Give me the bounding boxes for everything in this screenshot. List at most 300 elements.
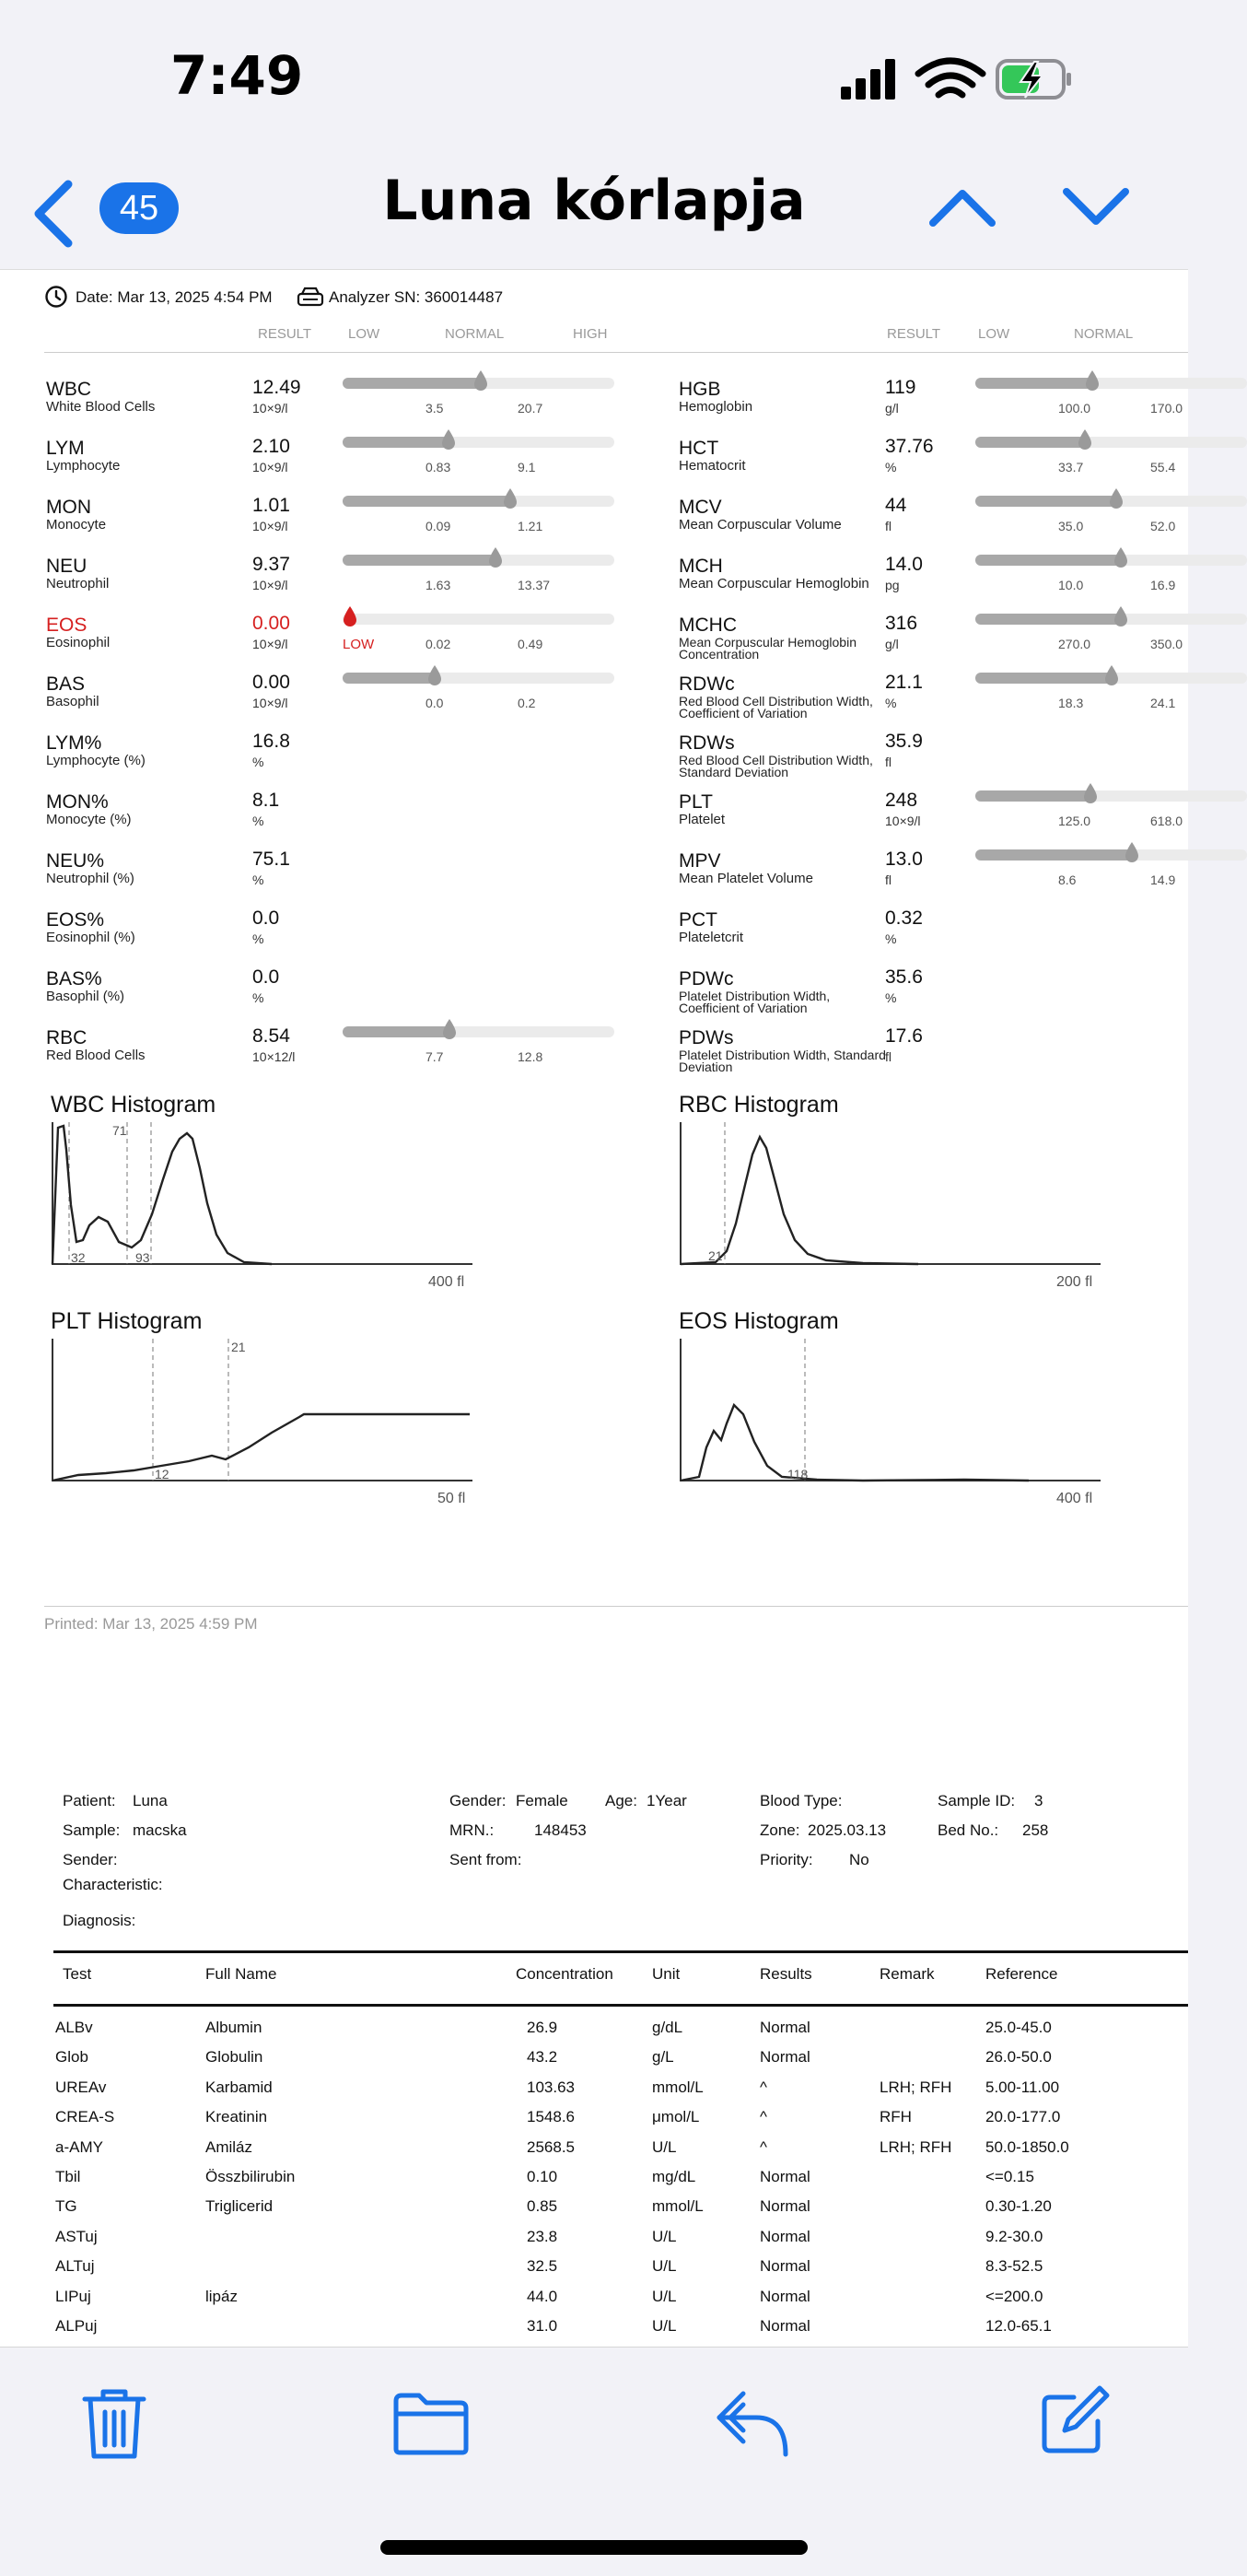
table-cell-reference: 9.2-30.0 (985, 2227, 1043, 2245)
param-code-rdws: RDWs (679, 732, 735, 754)
blood-type-label: Blood Type: (760, 1792, 843, 1809)
divider (44, 1606, 1188, 1607)
range-marker-hgb (1084, 369, 1101, 396)
col-header-result-right: RESULT (887, 326, 941, 342)
table-cell-remark: RFH (880, 2108, 912, 2126)
param-code-pct: PCT (679, 909, 717, 931)
range-high-mon: 1.21 (518, 519, 543, 533)
plt-histogram-title: PLT Histogram (51, 1308, 203, 1334)
param-value-bas-pct: 0.0 (252, 966, 280, 988)
range-bar-fill (975, 614, 1121, 625)
message-count-badge[interactable]: 45 (99, 182, 179, 234)
table-cell-full-name: Globulin (205, 2048, 263, 2067)
param-name-mpv: Mean Platelet Volume (679, 871, 813, 886)
param-name-pdws: Platelet Distribution Width, Standard Deviation (679, 1048, 886, 1074)
table-cell-reference: <=0.15 (985, 2168, 1034, 2185)
range-bar-hgb (975, 378, 1247, 389)
table-cell-unit: U/L (652, 2137, 677, 2156)
param-name-mon: Monocyte (46, 517, 107, 533)
range-low-hgb: 100.0 (1058, 401, 1091, 416)
table-cell-unit: U/L (652, 2227, 677, 2245)
range-low-plt: 125.0 (1058, 814, 1091, 828)
param-name-rbc: Red Blood Cells (46, 1048, 146, 1063)
analyzer-sn: Analyzer SN: 360014487 (329, 288, 504, 306)
param-name-wbc: White Blood Cells (46, 399, 156, 415)
table-cell-results: Normal (760, 2168, 810, 2185)
zone-label: Zone: (760, 1821, 800, 1839)
range-low-rbc: 7.7 (425, 1049, 444, 1064)
param-value-rdws: 35.9 (885, 731, 923, 752)
compose-button[interactable] (1037, 2383, 1111, 2461)
move-to-folder-button[interactable] (391, 2390, 471, 2461)
range-high-wbc: 20.7 (518, 401, 543, 416)
param-value-rbc: 8.54 (252, 1025, 290, 1047)
sender-label: Sender: (63, 1851, 118, 1868)
table-cell-test: LIPuj (55, 2287, 91, 2305)
param-name-hct: Hematocrit (679, 458, 746, 474)
table-header-test: Test (63, 1965, 92, 1983)
param-code-rdwc: RDWc (679, 673, 735, 695)
range-marker-drop-icon (1108, 487, 1125, 509)
range-marker-wbc (472, 369, 489, 396)
table-header-rule (53, 2004, 1188, 2007)
range-high-bas: 0.2 (518, 696, 536, 710)
table-cell-results: Normal (760, 2287, 810, 2305)
param-unit-mon: 10×9/l (252, 519, 288, 533)
range-bar-lym (343, 437, 614, 448)
param-name-neu: Neutrophil (46, 576, 110, 591)
param-unit-wbc: 10×9/l (252, 401, 288, 416)
table-cell-unit: U/L (652, 2287, 677, 2305)
sample-value: macska (133, 1821, 187, 1839)
table-row (0, 2252, 1188, 2281)
col-header-normal-right: NORMAL (1074, 326, 1134, 342)
table-cell-concentration: 103.63 (527, 2078, 575, 2096)
range-marker-drop-icon (1124, 841, 1140, 863)
folder-icon (391, 2390, 471, 2456)
param-value-wbc: 12.49 (252, 377, 301, 398)
param-value-neu: 9.37 (252, 554, 290, 575)
rbc-marker-1: 21 (708, 1248, 723, 1263)
param-value-mchc: 316 (885, 613, 918, 634)
bed-value: 258 (1022, 1821, 1049, 1839)
range-bar-fill (343, 496, 510, 507)
divider (44, 352, 1188, 353)
param-value-hgb: 119 (885, 377, 916, 398)
range-marker-bas (426, 664, 443, 691)
param-value-mcv: 44 (885, 495, 907, 516)
table-cell-test: Glob (55, 2048, 88, 2067)
param-unit-pdwc: % (885, 990, 897, 1005)
chevron-up-icon (926, 184, 999, 230)
diagnosis-label: Diagnosis: (63, 1912, 136, 1929)
table-cell-reference: 0.30-1.20 (985, 2197, 1052, 2216)
range-marker-mch (1113, 546, 1129, 573)
previous-message-button[interactable] (926, 184, 999, 235)
range-marker-drop-icon (440, 428, 457, 451)
patient-label: Patient: (63, 1792, 116, 1809)
param-name-eos: Eosinophil (46, 635, 111, 650)
param-value-eos: 0.00 (252, 613, 290, 634)
table-cell-results: Normal (760, 2227, 810, 2245)
range-bar-fill (975, 849, 1132, 861)
table-cell-reference: <=200.0 (985, 2287, 1043, 2305)
plt-marker-1: 12 (155, 1467, 169, 1481)
wbc-histogram-curve (52, 1126, 272, 1264)
range-high-mcv: 52.0 (1150, 519, 1176, 533)
param-value-plt: 248 (885, 790, 918, 811)
table-cell-results: Normal (760, 2317, 810, 2335)
sample-id-label: Sample ID: (938, 1792, 1016, 1809)
range-marker-drop-icon (1103, 664, 1120, 686)
param-code-bas: BAS (46, 673, 86, 695)
table-cell-remark: LRH; RFH (880, 2078, 952, 2096)
param-code-rbc: RBC (46, 1027, 87, 1048)
table-cell-test: ALTuj (55, 2257, 95, 2276)
eos-histogram-max: 400 fl (1056, 1491, 1093, 1506)
table-cell-unit: μmol/L (652, 2108, 700, 2126)
table-row (0, 2312, 1188, 2341)
param-name-bas: Basophil (46, 694, 99, 709)
range-bar-bas (343, 673, 614, 684)
table-row (0, 2013, 1188, 2043)
range-bar-fill (343, 555, 495, 566)
analyzer-icon (297, 287, 324, 307)
param-value-pdwc: 35.6 (885, 966, 923, 988)
attachment-content[interactable] (0, 269, 1188, 2347)
table-header-full-name: Full Name (205, 1965, 277, 1983)
reply-icon (714, 2388, 791, 2458)
rbc-histogram-chart (679, 1122, 1102, 1274)
zone-value: 2025.03.13 (808, 1821, 887, 1839)
param-code-neu: NEU (46, 556, 87, 577)
range-marker-drop-icon (441, 1018, 458, 1040)
table-cell-results: Normal (760, 2048, 810, 2067)
next-message-button[interactable] (1059, 184, 1133, 235)
range-high-mchc: 350.0 (1150, 637, 1183, 651)
plt-histogram-chart (51, 1339, 474, 1491)
back-button[interactable] (28, 177, 101, 251)
mrn-value: 148453 (534, 1821, 587, 1839)
table-cell-full-name: Karbamid (205, 2078, 273, 2096)
range-bar-mon (343, 496, 614, 507)
plt-histogram-curve (52, 1414, 470, 1481)
param-code-hct: HCT (679, 438, 719, 459)
table-cell-reference: 25.0-45.0 (985, 2019, 1052, 2036)
param-code-eos: EOS (46, 615, 87, 636)
range-bar-fill (975, 555, 1121, 566)
param-code-neu-pct: NEU% (46, 850, 105, 872)
table-cell-full-name: Amiláz (205, 2137, 253, 2156)
param-value-bas: 0.00 (252, 672, 290, 693)
table-cell-concentration: 23.8 (527, 2227, 558, 2245)
param-name-lym-pct: Lymphocyte (%) (46, 753, 146, 768)
range-bar-hct (975, 437, 1247, 448)
table-cell-reference: 8.3-52.5 (985, 2257, 1043, 2276)
priority-label: Priority: (760, 1851, 813, 1868)
rbc-histogram-title: RBC Histogram (679, 1092, 839, 1118)
range-low-mchc: 270.0 (1058, 637, 1091, 651)
table-cell-unit: U/L (652, 2317, 677, 2335)
range-high-hgb: 170.0 (1150, 401, 1183, 416)
param-unit-pdws: fl (885, 1049, 892, 1064)
wbc-histogram-chart (51, 1122, 474, 1274)
range-bar-fill (975, 673, 1112, 684)
param-unit-mpv: fl (885, 872, 892, 887)
reply-button[interactable] (714, 2388, 791, 2463)
range-high-mpv: 14.9 (1150, 872, 1176, 887)
table-cell-test: CREA-S (55, 2108, 115, 2126)
table-cell-unit: mmol/L (652, 2197, 704, 2216)
param-value-lym: 2.10 (252, 436, 290, 457)
param-code-mon: MON (46, 497, 91, 518)
param-value-rdwc: 21.1 (885, 672, 923, 693)
page-title: Luna kórlapja (382, 169, 806, 233)
range-high-hct: 55.4 (1150, 460, 1176, 474)
range-bar-fill (343, 1026, 449, 1037)
range-marker-mchc (1113, 605, 1129, 632)
table-row (0, 2222, 1188, 2252)
table-top-rule (53, 1950, 1188, 1953)
range-low-mon: 0.09 (425, 519, 451, 533)
table-cell-reference: 50.0-1850.0 (985, 2137, 1069, 2156)
table-row (0, 2073, 1188, 2102)
table-cell-test: a-AMY (55, 2137, 103, 2156)
table-row (0, 2162, 1188, 2192)
param-unit-neu: 10×9/l (252, 578, 288, 592)
range-low-mcv: 35.0 (1058, 519, 1084, 533)
home-indicator (380, 2540, 808, 2555)
param-code-bas-pct: BAS% (46, 968, 102, 989)
range-marker-hct (1077, 428, 1093, 455)
table-cell-results: ^ (760, 2108, 767, 2126)
range-marker-mpv (1124, 841, 1140, 868)
table-header-remark: Remark (880, 1965, 935, 1983)
param-name-mch: Mean Corpuscular Hemoglobin (679, 576, 869, 591)
range-high-plt: 618.0 (1150, 814, 1183, 828)
wifi-icon (918, 61, 983, 95)
range-bar-fill (343, 673, 435, 684)
param-value-lym-pct: 16.8 (252, 731, 290, 752)
range-marker-drop-icon (426, 664, 443, 686)
range-marker-rbc (441, 1018, 458, 1045)
table-cell-unit: mmol/L (652, 2078, 704, 2096)
range-marker-eos (342, 605, 358, 632)
param-name-rdws: Red Blood Cell Distribution Width, Standard Deviation (679, 753, 873, 779)
range-bar-plt (975, 790, 1247, 802)
range-bar-fill (975, 790, 1090, 802)
wbc-marker-1: 32 (71, 1250, 86, 1265)
table-cell-results: Normal (760, 2197, 810, 2216)
param-code-lym: LYM (46, 438, 85, 459)
table-row (0, 2282, 1188, 2312)
col-header-high: HIGH (573, 326, 608, 342)
table-cell-concentration: 26.9 (527, 2019, 558, 2036)
range-bar-rbc (343, 1026, 614, 1037)
table-cell-results: Normal (760, 2257, 810, 2276)
table-cell-concentration: 31.0 (527, 2317, 558, 2335)
range-marker-drop-icon (1084, 369, 1101, 392)
table-cell-concentration: 1548.6 (527, 2108, 575, 2126)
table-cell-reference: 26.0-50.0 (985, 2048, 1052, 2067)
param-unit-bas: 10×9/l (252, 696, 288, 710)
trash-button[interactable] (79, 2384, 149, 2466)
wbc-marker-3: 93 (135, 1250, 150, 1265)
col-header-low: LOW (348, 326, 380, 342)
table-cell-test: Tbil (55, 2168, 81, 2185)
param-name-eos-pct: Eosinophil (%) (46, 930, 135, 945)
col-header-result: RESULT (258, 326, 312, 342)
characteristic-label: Characteristic: (63, 1876, 163, 1893)
table-cell-reference: 5.00-11.00 (985, 2078, 1060, 2096)
rbc-histogram-max: 200 fl (1056, 1274, 1093, 1290)
table-row (0, 2043, 1188, 2072)
param-value-eos-pct: 0.0 (252, 907, 280, 929)
col-header-low-right: LOW (978, 326, 1010, 342)
table-row (0, 2192, 1188, 2221)
range-marker-rdwc (1103, 664, 1120, 691)
range-marker-drop-icon (1113, 546, 1129, 568)
range-bar-fill (975, 437, 1085, 448)
col-header-normal: NORMAL (445, 326, 505, 342)
param-value-mch: 14.0 (885, 554, 923, 575)
battery-charging-icon (997, 61, 1071, 98)
table-cell-concentration: 2568.5 (527, 2137, 575, 2156)
table-cell-test: TG (55, 2197, 77, 2216)
eos-histogram-title: EOS Histogram (679, 1308, 839, 1334)
table-cell-results: ^ (760, 2137, 767, 2156)
compose-icon (1037, 2383, 1111, 2456)
trash-icon (79, 2384, 149, 2462)
chevron-down-icon (1059, 184, 1133, 230)
table-cell-results: Normal (760, 2019, 810, 2036)
wbc-histogram-title: WBC Histogram (51, 1092, 216, 1118)
range-high-rbc: 12.8 (518, 1049, 543, 1064)
param-unit-eos-pct: % (252, 931, 264, 946)
range-low-hct: 33.7 (1058, 460, 1084, 474)
status-bar (0, 0, 1188, 157)
table-cell-reference: 20.0-177.0 (985, 2108, 1061, 2126)
param-code-plt: PLT (679, 791, 713, 813)
range-marker-mcv (1108, 487, 1125, 514)
report-date: Date: Mar 13, 2025 4:54 PM (76, 288, 273, 306)
range-marker-drop-icon (502, 487, 519, 509)
param-unit-mchc: g/l (885, 637, 899, 651)
sample-label: Sample: (63, 1821, 121, 1839)
range-marker-neu (487, 546, 504, 573)
table-cell-unit: g/dL (652, 2019, 683, 2036)
range-bar-fill (975, 496, 1116, 507)
table-cell-full-name: Összbilirubin (205, 2168, 296, 2185)
range-low-wbc: 3.5 (425, 401, 444, 416)
range-marker-lym (440, 428, 457, 455)
table-header-unit: Unit (652, 1965, 681, 1983)
sent-from-label: Sent from: (449, 1851, 522, 1868)
param-unit-neu-pct: % (252, 872, 264, 887)
status-icons (833, 53, 1082, 113)
range-low-bas: 0.0 (425, 696, 444, 710)
param-value-mon-pct: 8.1 (252, 790, 280, 811)
wbc-histogram-max: 400 fl (428, 1274, 465, 1290)
param-code-mcv: MCV (679, 497, 722, 518)
range-marker-mon (502, 487, 519, 514)
clock-icon (44, 285, 68, 309)
range-low-neu: 1.63 (425, 578, 451, 592)
param-unit-eos: 10×9/l (252, 637, 288, 651)
table-cell-unit: U/L (652, 2257, 677, 2276)
table-cell-full-name: lipáz (205, 2287, 238, 2305)
signal-icon (841, 59, 895, 100)
range-bar-fill (975, 378, 1092, 389)
param-value-neu-pct: 75.1 (252, 849, 290, 870)
param-value-mon: 1.01 (252, 495, 290, 516)
table-cell-concentration: 0.10 (527, 2168, 558, 2185)
param-unit-rdwc: % (885, 696, 897, 710)
table-cell-test: UREAv (55, 2078, 107, 2096)
patient-name: Luna (133, 1792, 168, 1809)
param-name-plt: Platelet (679, 812, 726, 827)
table-row (0, 2102, 1188, 2132)
range-marker-drop-icon (487, 546, 504, 568)
range-bar-fill (343, 437, 449, 448)
param-code-eos-pct: EOS% (46, 909, 105, 931)
wbc-marker-2: 71 (112, 1123, 127, 1138)
table-header-results: Results (760, 1965, 812, 1983)
eos-histogram-chart (679, 1339, 1102, 1491)
param-name-neu-pct: Neutrophil (%) (46, 871, 134, 886)
priority-value: No (849, 1851, 869, 1868)
table-cell-concentration: 44.0 (527, 2287, 558, 2305)
bed-label: Bed No.: (938, 1821, 999, 1839)
param-code-mon-pct: MON% (46, 791, 109, 813)
table-cell-full-name: Triglicerid (205, 2197, 274, 2216)
table-header-concentration: Concentration (516, 1965, 613, 1983)
printed-timestamp: Printed: Mar 13, 2025 4:59 PM (44, 1615, 258, 1633)
param-code-mpv: MPV (679, 850, 721, 872)
param-code-hgb: HGB (679, 379, 721, 400)
plt-marker-2: 21 (231, 1340, 246, 1354)
eos-histogram-curve (681, 1405, 1029, 1481)
param-value-pdws: 17.6 (885, 1025, 923, 1047)
table-cell-full-name: Kreatinin (205, 2108, 268, 2126)
range-marker-plt (1082, 782, 1099, 809)
range-bar-neu (343, 555, 614, 566)
range-high-mch: 16.9 (1150, 578, 1176, 592)
param-code-lym-pct: LYM% (46, 732, 102, 754)
range-bar-mpv (975, 849, 1247, 861)
param-name-mchc: Mean Corpuscular Hemoglobin Concentration (679, 635, 857, 662)
table-cell-full-name: Albumin (205, 2019, 262, 2036)
param-code-pdwc: PDWc (679, 968, 734, 989)
table-header-reference: Reference (985, 1965, 1058, 1983)
table-cell-concentration: 32.5 (527, 2257, 558, 2276)
param-code-mchc: MCHC (679, 615, 737, 636)
table-cell-test: ALPuj (55, 2317, 98, 2335)
range-marker-drop-icon (472, 369, 489, 392)
table-cell-concentration: 0.85 (527, 2197, 558, 2216)
range-high-rdwc: 24.1 (1150, 696, 1176, 710)
range-low-eos: 0.02 (425, 637, 451, 651)
param-name-mcv: Mean Corpuscular Volume (679, 517, 842, 533)
range-high-lym: 9.1 (518, 460, 536, 474)
rbc-histogram-curve (681, 1137, 918, 1264)
range-high-neu: 13.37 (518, 578, 551, 592)
param-unit-plt: 10×9/l (885, 814, 921, 828)
range-high-eos: 0.49 (518, 637, 543, 651)
table-cell-concentration: 43.2 (527, 2048, 558, 2067)
sample-id-value: 3 (1034, 1792, 1043, 1809)
table-cell-remark: LRH; RFH (880, 2137, 952, 2156)
